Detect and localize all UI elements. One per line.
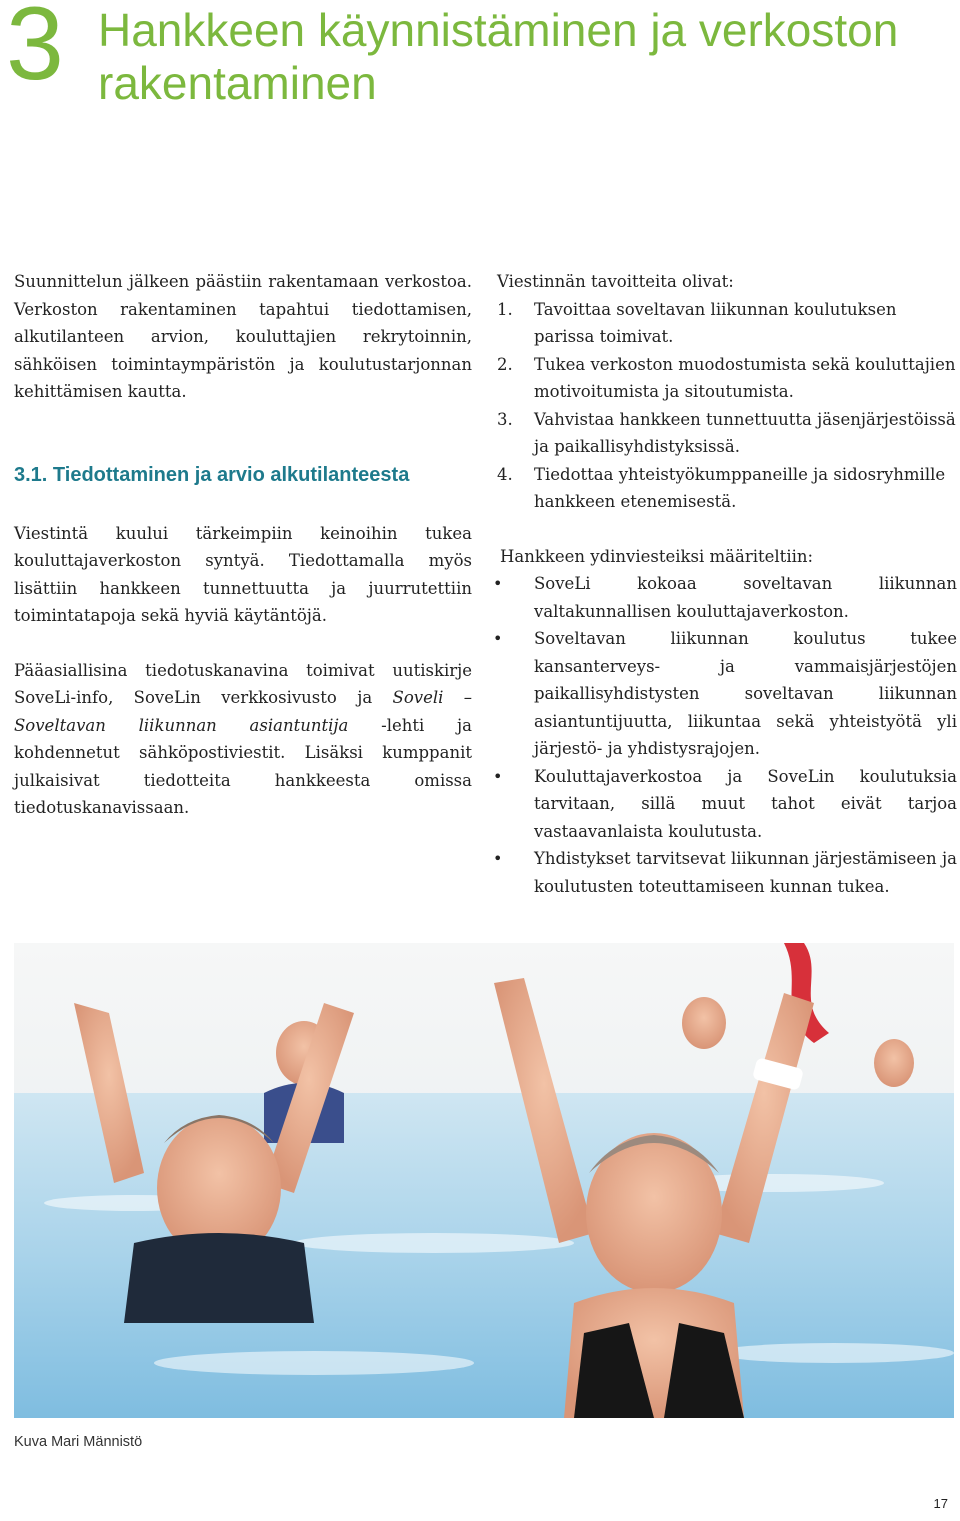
bullet-icon: • xyxy=(493,766,503,786)
photo-credit: Kuva Mari Männistö xyxy=(14,1434,143,1450)
bullet-icon: • xyxy=(493,629,503,648)
communication-paragraph: Viestintä kuului tärkeimpiin keinoihin tukea kouluttajaverkoston syntyä. Tiedottamalla myös lisättiin hankkeen tunnettuutta ja juurrutettiin toimintatapoja sekä hyviä käytäntöjä. xyxy=(14,523,472,625)
list-item: • Kouluttajaverkostoa ja SoveLin koulutuksia tarvitaan, sillä muut tahot eivät tarjoa vastaavanlaista koulutusta. xyxy=(497,763,957,846)
right-column xyxy=(493,268,957,900)
list-item: • Soveltavan liikunnan koulutus tukee kansanterveys- ja vammaisjärjestöjen paikallisyhdistysten soveltavan liikunnan asiantuntijuutta, liikuntaa sekä yhteistyötä yli järjestö- ja yhdistysrajojen. xyxy=(497,625,957,763)
bullet-icon: • xyxy=(493,574,503,593)
chapter-title: Hankkeen käynnistäminen ja verkoston rakentaminen xyxy=(98,4,899,109)
left-column xyxy=(14,268,472,822)
chapter-number: 3 xyxy=(6,0,64,102)
channels-paragraph xyxy=(14,657,472,822)
list-item: 1. Tavoittaa soveltavan liikunnan koulutuksen parissa toimivat. xyxy=(497,299,897,346)
channels-text-end: -lehti ja kohdennetut sähköpostiviestit. Lisäksi kumppanit julkaisivat tiedotteita hankkeesta omissa tiedotuskanavissaan. xyxy=(14,715,472,817)
messages-intro: Hankkeen ydinviesteiksi määriteltiin: xyxy=(500,546,814,566)
aqua-exercise-photo xyxy=(14,943,954,1418)
photo-illustration xyxy=(14,943,954,1418)
page-number: 17 xyxy=(933,1496,948,1511)
list-item: 4. Tiedottaa yhteistyökumppaneille ja sidosryhmille hankkeen etenemisestä. xyxy=(497,464,946,511)
list-item: • Yhdistykset tarvitsevat liikunnan järjestämiseen ja koulutusten toteuttamiseen kunnan tukea. xyxy=(497,845,957,900)
goals-list xyxy=(497,296,957,516)
messages-list xyxy=(493,570,957,900)
list-item: 2. Tukea verkoston muodostumista sekä kouluttajien motivoitumista ja sitoutumista. xyxy=(497,354,956,401)
section-heading: 3.1. Tiedottaminen ja arvio alkutilanteesta xyxy=(14,463,410,486)
bullet-icon: • xyxy=(493,849,503,868)
list-item: 3. Vahvistaa hankkeen tunnettuutta jäsenjärjestöissä ja paikallisyhdistyksissä. xyxy=(497,409,956,456)
list-item: • SoveLi kokoaa soveltavan liikunnan valtakunnallisen kouluttajaverkoston. xyxy=(497,570,957,625)
magazine-name: Soveli – Soveltavan liikunnan asiantuntija xyxy=(14,688,472,735)
intro-paragraph: Suunnittelun jälkeen päästiin rakentamaan verkostoa. Verkoston rakentaminen tapahtui tiedottamisen, alkutilanteen arvion, kouluttajien rekrytoinnin, sähköisen toimintaympäristön ja koulutustarjonnan kehittämisen kautta. xyxy=(14,272,472,401)
channels-text-start: Pääasiallisina tiedotuskanavina toimivat uutiskirje SoveLi-info, SoveLin verkkosivusto ja xyxy=(14,660,472,707)
goals-intro: Viestinnän tavoitteita olivat: xyxy=(497,272,734,291)
